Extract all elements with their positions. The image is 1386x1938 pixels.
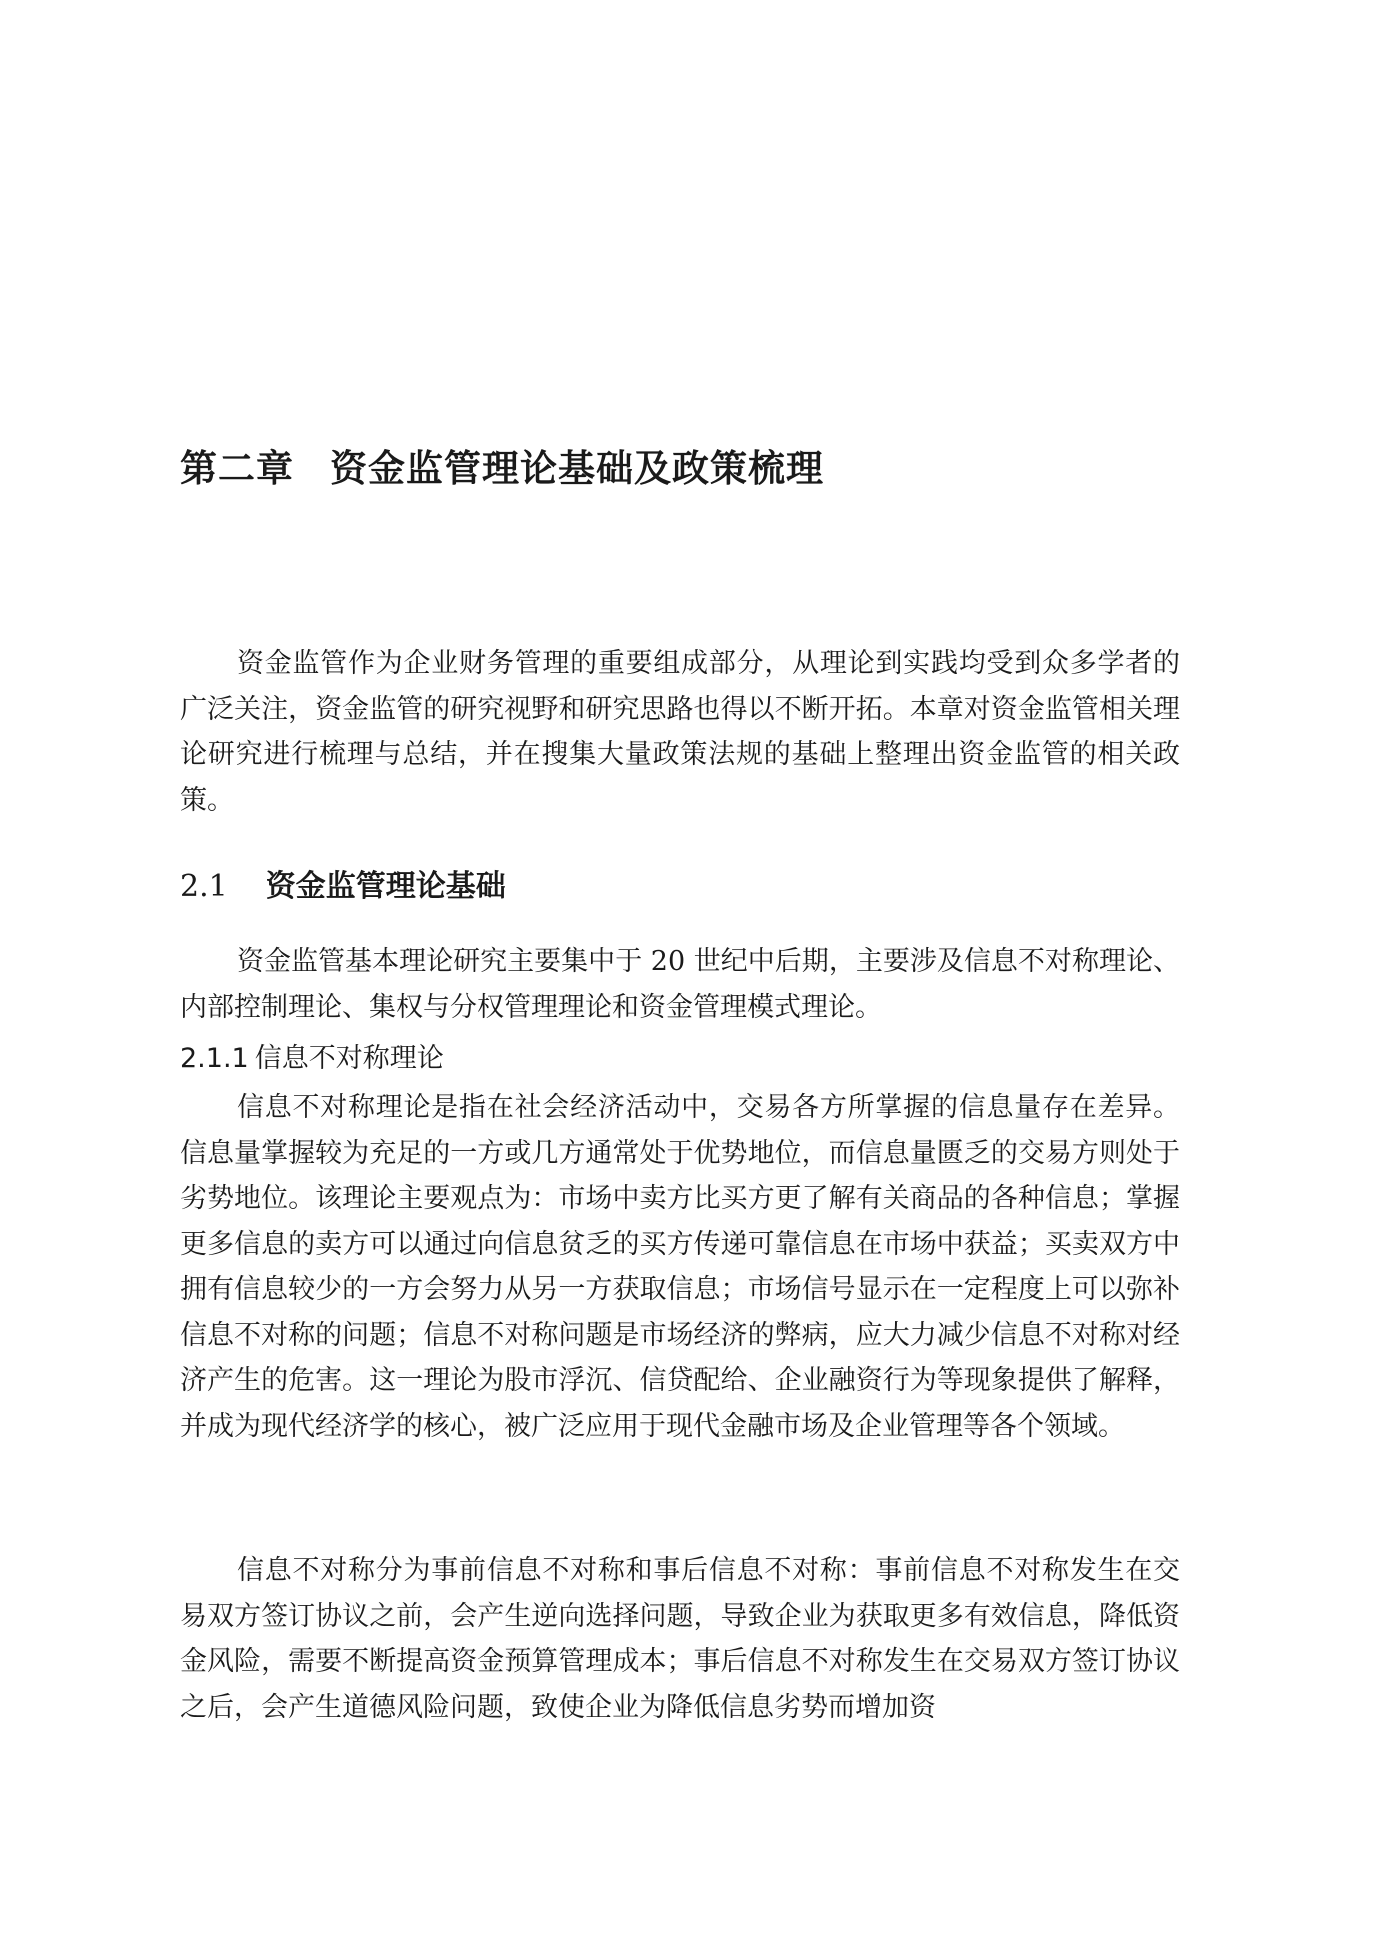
section-heading <box>180 864 506 910</box>
subsection-heading <box>180 1036 444 1081</box>
subsection-paragraph-2: 信息不对称分为事前信息不对称和事后信息不对称：事前信息不对称发生在交易双方签订协议之前，会产生逆向选择问题，导致企业为获取更多有效信息，降低资金风险，需要不断提高资金预算管理成本；事后信息不对称发生在交易双方签订协议之后，会产生道德风险问题，致使企业为降低信息劣势而增加资 <box>180 1555 1180 1723</box>
chapter-title <box>180 444 824 494</box>
subsection-title: 信息不对称理论 <box>254 1043 444 1074</box>
chapter-title-text: 资金监管理论基础及政策梳理 <box>330 447 824 490</box>
section-number: 2.1 <box>180 869 228 904</box>
subsection-paragraph-1: 信息不对称理论是指在社会经济活动中，交易各方所掌握的信息量存在差异。信息量掌握较为充足的一方或几方通常处于优势地位，而信息量匮乏的交易方则处于劣势地位。该理论主要观点为：市场中卖方比买方更了解有关商品的各种信息；掌握更多信息的卖方可以通过向信息贫乏的买方传递可靠信息在市场中获益；买卖双方中拥有信息较少的一方会努力从另一方获取信息；市场信号显示在一定程度上可以弥补信息不对称的问题；信息不对称问题是市场经济的弊病，应大力减少信息不对称对经济产生的危害。这一理论为股市浮沉、信贷配给、企业融资行为等现象提供了解释，并成为现代经济学的核心，被广泛应用于现代金融市场及企业管理等各个领域。 <box>180 1092 1180 1442</box>
section-title: 资金监管理论基础 <box>265 869 506 904</box>
section-paragraph: 资金监管基本理论研究主要集中于 20 世纪中后期，主要涉及信息不对称理论、内部控制理论、集权与分权管理理论和资金管理模式理论。 <box>180 946 1180 1023</box>
subsection-number: 2.1.1 <box>180 1043 249 1074</box>
intro-paragraph: 资金监管作为企业财务管理的重要组成部分，从理论到实践均受到众多学者的广泛关注，资金监管的研究视野和研究思路也得以不断开拓。本章对资金监管相关理论研究进行梳理与总结，并在搜集大量政策法规的基础上整理出资金监管的相关政策。 <box>180 648 1180 816</box>
chapter-number: 第二章 <box>180 447 294 490</box>
